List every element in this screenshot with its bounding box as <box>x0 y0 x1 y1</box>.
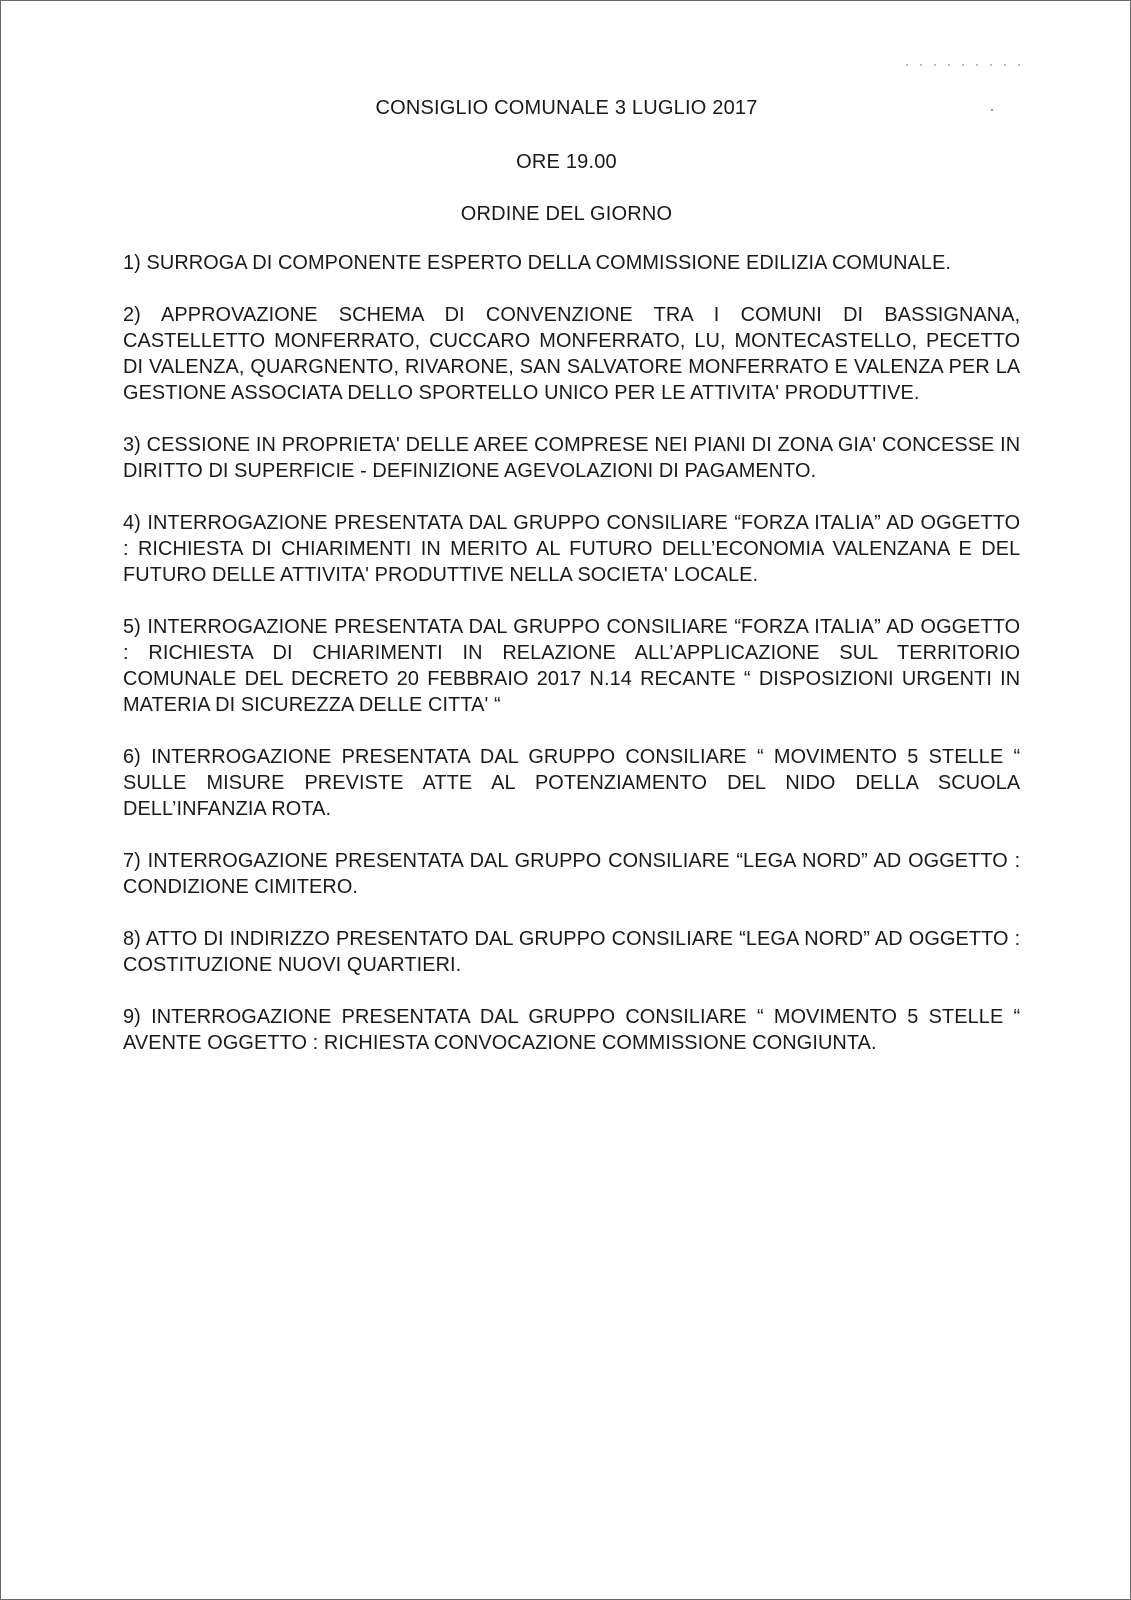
agenda-item: 4) INTERROGAZIONE PRESENTATA DAL GRUPPO CONSILIARE “FORZA ITALIA” AD OGGETTO : RICHIESTA DI CHIARIMENTI IN MERITO AL FUTURO DELL’ECONOMIA VALENZANA E DEL FUTURO DELLE ATTIVITA' PRODUTTIVE NELLA SOCIETA' LOCALE. <box>123 511 1021 586</box>
document-title: CONSIGLIO COMUNALE 3 LUGLIO 2017 <box>375 97 758 119</box>
agenda-item: 7) INTERROGAZIONE PRESENTATA DAL GRUPPO CONSILIARE “LEGA NORD” AD OGGETTO : CONDIZIONE CIMITERO. <box>123 849 1021 898</box>
agenda-list <box>123 250 1021 1082</box>
meeting-time: ORE 19.00 <box>516 151 617 173</box>
scan-artifact <box>906 64 1026 66</box>
agenda-item: 8) ATTO DI INDIRIZZO PRESENTATO DAL GRUPPO CONSILIARE “LEGA NORD” AD OGGETTO : COSTITUZIONE NUOVI QUARTIERI. <box>123 927 1021 976</box>
agenda-item: 9) INTERROGAZIONE PRESENTATA DAL GRUPPO CONSILIARE “ MOVIMENTO 5 STELLE “ AVENTE OGGETTO : RICHIESTA CONVOCAZIONE COMMISSIONE CONGIUNTA. <box>123 1005 1021 1054</box>
agenda-item: 2) APPROVAZIONE SCHEMA DI CONVENZIONE TRA I COMUNI DI BASSIGNANA, CASTELLETTO MONFERRATO, CUCCARO MONFERRATO, LU, MONTECASTELLO, PECETTO DI VALENZA, QUARGNENTO, RIVARONE, SAN SALVATORE MONFERRATO E VALENZA PER LA GESTIONE ASSOCIATA DELLO SPORTELLO UNICO PER LE ATTIVITA' PRODUTTIVE. <box>123 303 1021 404</box>
agenda-heading: ORDINE DEL GIORNO <box>460 203 673 225</box>
agenda-item: 3) CESSIONE IN PROPRIETA' DELLE AREE COMPRESE NEI PIANI DI ZONA GIA' CONCESSE IN DIRITTO DI SUPERFICIE - DEFINIZIONE AGEVOLAZIONI DI PAGAMENTO. <box>123 433 1021 482</box>
agenda-item: 1) SURROGA DI COMPONENTE ESPERTO DELLA COMMISSIONE EDILIZIA COMUNALE. <box>123 251 952 274</box>
agenda-item: 5) INTERROGAZIONE PRESENTATA DAL GRUPPO CONSILIARE “FORZA ITALIA” AD OGGETTO : RICHIESTA DI CHIARIMENTI IN RELAZIONE ALL’APPLICAZIONE SUL TERRITORIO COMUNALE DEL DECRETO 20 FEBBRAIO 2017 N.14 RECANTE “ DISPOSIZIONI URGENTI IN MATERIA DI SICUREZZA DELLE CITTA' “ <box>123 615 1021 716</box>
agenda-item: 6) INTERROGAZIONE PRESENTATA DAL GRUPPO CONSILIARE “ MOVIMENTO 5 STELLE “ SULLE MISURE PREVISTE ATTE AL POTENZIAMENTO DEL NIDO DELLA SCUOLA DELL’INFANZIA ROTA. <box>123 745 1021 820</box>
